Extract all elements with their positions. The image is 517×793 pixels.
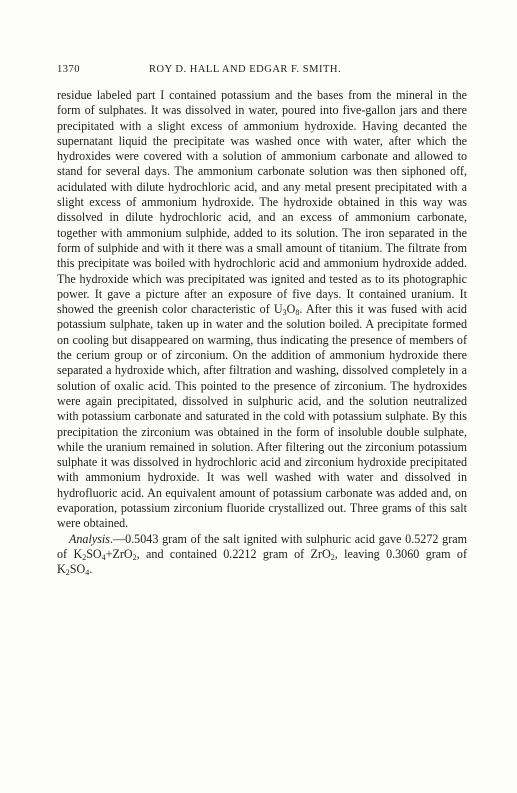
paragraph-text-continued: . After this it was fused with acid potassium sulphate, taken up in water and the solution boiled. A precipitate formed on cooling but disappeared on warming, thus indicating the presence of members of the cerium group or of zirconium. On the addition of ammonium hydroxide there separated a hydroxide which, after filtration and washing, dissolved completely in a solution of oxalic acid. This pointed to the presence of zirconium. The hydroxides were again precipitated, dissolved in sulphuric acid, and the solution neutralized with potassium carbonate and saturated in the cold with potassium sulphate. By this precipitation the zirconium was obtained in the form of insoluble double sulphate, while the uranium remained in solution. After filtering out the zirconium potassium sulphate it was dissolved in hydrochloric acid and zirconium hydroxide precipitated with ammonium hydroxide. It was well washed with water and dissolved in hydrofluoric acid. An equivalent amount of potassium carbonate was added and, on evaporation, potassium zirconium fluoride crystallized out. Three grams of this salt were obtained. — [57, 302, 467, 531]
analysis-label: Analysis — [69, 531, 110, 546]
analysis-text-4: . — [89, 562, 93, 577]
formula-u3o8: $U_3O_8$ — [273, 302, 300, 318]
formula-zro2: ZrO$_2$ — [310, 546, 335, 562]
paragraph — [57, 88, 467, 532]
analysis-text-1: 0.5043 gram of the salt ignited with sulphuric acid gave 0.5272 gram of — [57, 531, 467, 561]
formula-k2so4-zro2: $K_2SO_4+ZrO_2$ — [73, 546, 137, 562]
analysis-text-3: , leaving 0.3060 gram of — [334, 546, 467, 561]
analysis-text-2: , and contained 0.2212 gram of — [136, 546, 311, 561]
analysis-paragraph — [57, 532, 467, 578]
formula-k2so4: $K_2SO_4$ — [57, 562, 90, 578]
analysis-dash: .— — [109, 531, 126, 546]
page-number: 1370 — [57, 64, 80, 75]
running-head — [57, 64, 467, 80]
running-title: ROY D. HALL AND EDGAR F. SMITH. — [149, 64, 342, 75]
paragraph-text: residue labeled part I contained potassium and the bases from the mineral in the form of sulphates. It was dissolved in water, poured into five-gallon jars and there precipitated with a slight excess of ammonium hydroxide. Having decanted the supernatant liquid the precipitate was washed once with water, after which the hydroxides were covered with a solution of ammonium carbonate and allowed to stand for several days. The ammonium carbonate solution was then siphoned off, acidulated with dilute hydrochloric acid, and any metal present precipitated with a slight excess of ammonium hydroxide. The hydroxide obtained in this way was dissolved in dilute hydrochloric acid, and an excess of ammonium carbonate, together with ammonium sulphide, added to its solution. The iron separated in the form of sulphide and with it there was a small amount of titanium. The filtrate from this precipitate was boiled with hydrochloric acid and ammonium hydroxide added. The hydroxide which was precipitated was ignited and tested as to its photographic power. It gave a picture after an exposure of five days. It contained uranium. It showed the greenish color characteristic of — [57, 88, 467, 317]
body-text — [57, 88, 467, 578]
